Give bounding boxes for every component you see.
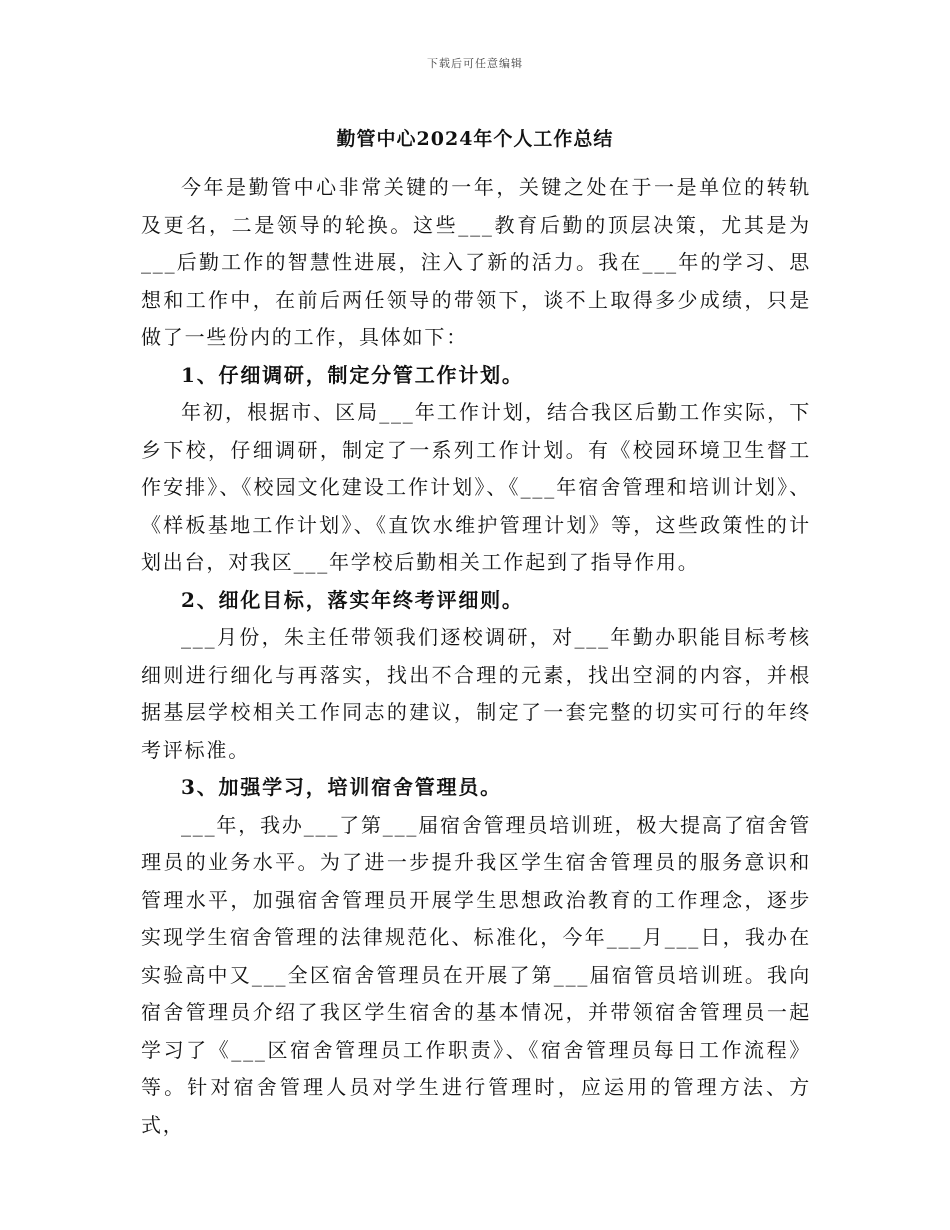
intro-paragraph: 今年是勤管中心非常关键的一年，关键之处在于一是单位的转轨及更名，二是领导的轮换。这些___教育后勤的顶层决策，尤其是为___后勤工作的智慧性进展，注入了新的活力。我在___年的学习、思想和工作中，在前后两任领导的带领下，谈不上取得多少成绩，只是做了一些份内的工作，具体如下： — [141, 175, 811, 349]
document-title: 勤管中心2024年个人工作总结 — [336, 128, 614, 150]
page-header-note: 下载后可任意编辑 — [427, 57, 523, 70]
document-body — [141, 169, 811, 1144]
section-2-paragraph: ___月份，朱主任带领我们逐校调研，对___年勤办职能目标考核细则进行细化与再落实，找出不合理的元素，找出空洞的内容，并根据基层学校相关工作同志的建议，制定了一套完整的切实可行的年终考评标准。 — [141, 625, 811, 762]
section-heading-2: 2、细化目标，落实年终考评细则。 — [181, 587, 524, 612]
section-heading-3: 3、加强学习，培训宿舍管理员。 — [181, 775, 502, 799]
section-1-paragraph: 年初，根据市、区局___年工作计划，结合我区后勤工作实际，下乡下校，仔细调研，制定了一系列工作计划。有《校园环境卫生督工作安排》、《校园文化建设工作计划》、《___年宿舍管理和培训计划》、《样板基地工作计划》、《直饮水维护管理计划》等，这些政策性的计划出台，对我区___年学校后勤相关工作起到了指导作用。 — [141, 400, 811, 574]
section-3-paragraph: ___年，我办___了第___届宿舍管理员培训班，极大提高了宿舍管理员的业务水平。为了进一步提升我区学生宿舍管理员的服务意识和管理水平，加强宿舍管理员开展学生思想政治教育的工作理念，逐步实现学生宿舍管理的法律规范化、标准化，今年___月___日，我办在实验高中又___全区宿舍管理员在开展了第___届宿管员培训班。我向宿舍管理员介绍了我区学生宿舍的基本情况，并带领宿舍管理员一起学习了《___区宿舍管理员工作职责》、《宿舍管理员每日工作流程》等。针对宿舍管理人员对学生进行管理时，应运用的管理方法、方式， — [141, 812, 811, 1137]
section-heading-1: 1、仔细调研，制定分管工作计划。 — [181, 362, 524, 387]
